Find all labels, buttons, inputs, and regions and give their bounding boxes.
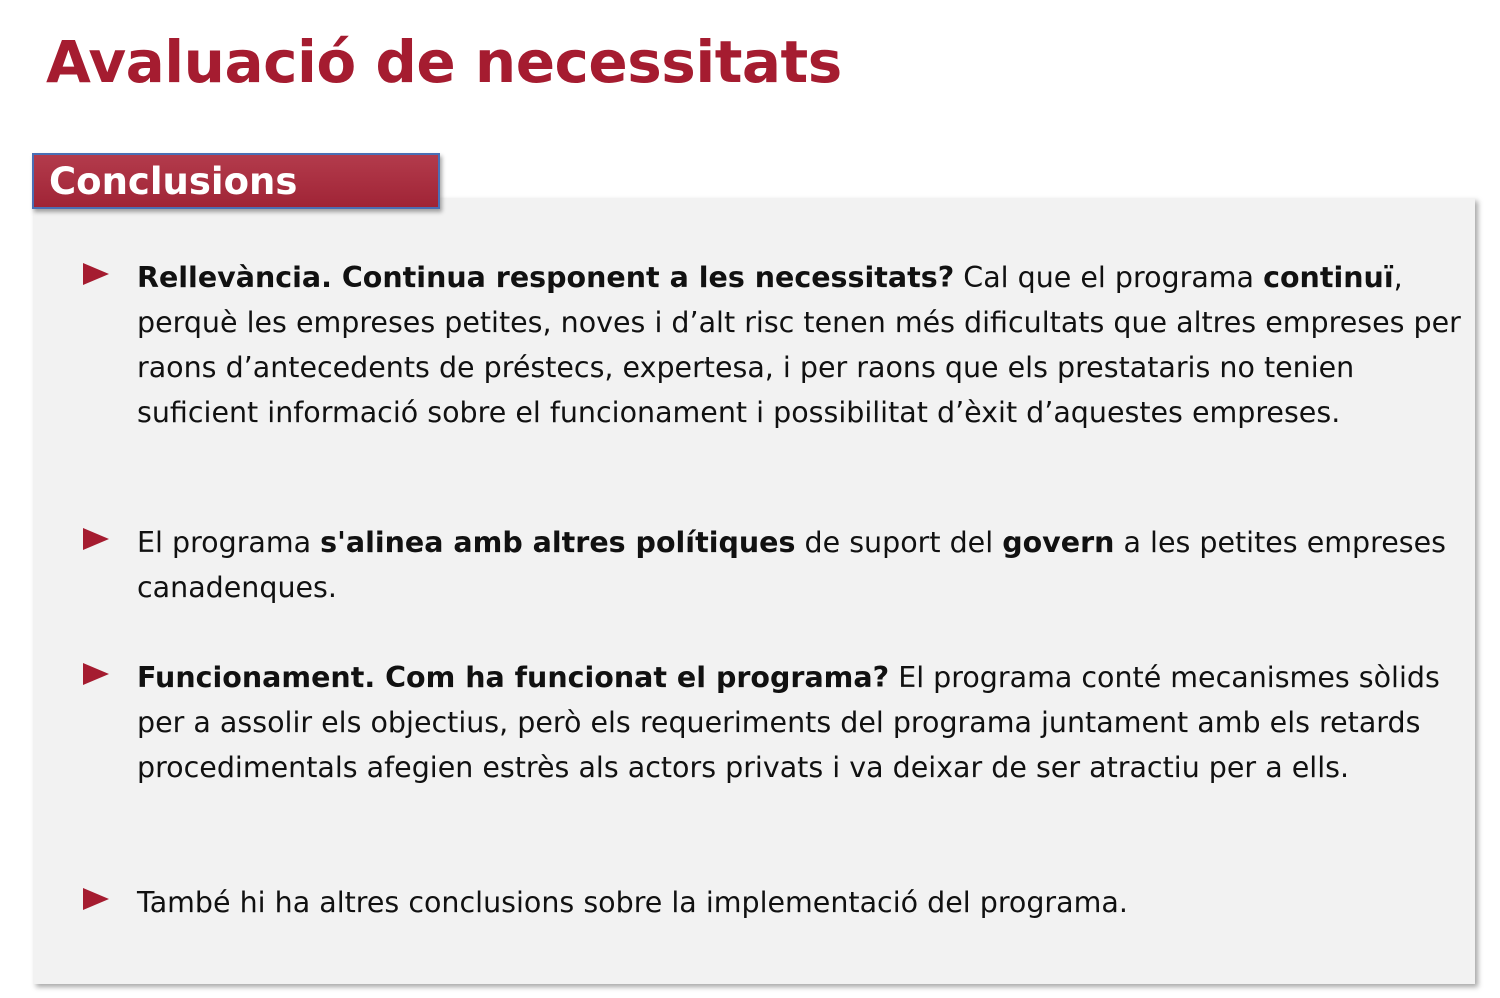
slide-title: Avaluació de necessitats: [46, 28, 842, 96]
content-panel: [33, 198, 1475, 984]
bullet-bold: continuï: [1263, 261, 1394, 294]
bullet-bold: govern: [1002, 526, 1115, 559]
triangle-right-icon: [83, 888, 109, 910]
bullet-span: Cal que el programa: [954, 261, 1264, 294]
triangle-right-icon: [83, 263, 109, 285]
bullet-span: , perquè les empreses petites, noves i d’alt risc tenen més dificultats que altres empreses per raons d’antecedents de préstecs, expertesa, i per raons que els prestataris no tenien suficient informació sobre el funcionament i possibilitat d’èxit d’aquestes empreses.: [137, 261, 1461, 429]
bullet-span: a les petites empreses canadenques.: [137, 526, 1446, 604]
section-header-label: Conclusions: [49, 160, 298, 203]
triangle-right-icon: [83, 663, 109, 685]
bullet-text: [137, 880, 1465, 925]
bullet-list: [33, 198, 1475, 984]
bullet-span: El programa conté mecanismes sòlids per a assolir els objectius, però els requeriments del programa juntament amb els retards procedimentals afegien estrès als actors privats i va deixar de ser atractiu per a ells.: [137, 661, 1440, 784]
section-header: [32, 153, 440, 209]
bullet-bold: Rellevància. Continua responent a les necessitats?: [137, 261, 955, 294]
bullet-text: [137, 520, 1465, 610]
bullet-span: També hi ha altres conclusions sobre la implementació del programa.: [137, 886, 1128, 919]
bullet-text: [137, 255, 1465, 435]
bullet-text: [137, 655, 1465, 790]
bullet-span: de suport del: [795, 526, 1003, 559]
bullet-bold: s'alinea amb altres polítiques: [320, 526, 796, 559]
bullet-bold: Funcionament. Com ha funcionat el programa?: [137, 661, 890, 694]
bullet-span: El programa: [137, 526, 321, 559]
triangle-right-icon: [83, 528, 109, 550]
